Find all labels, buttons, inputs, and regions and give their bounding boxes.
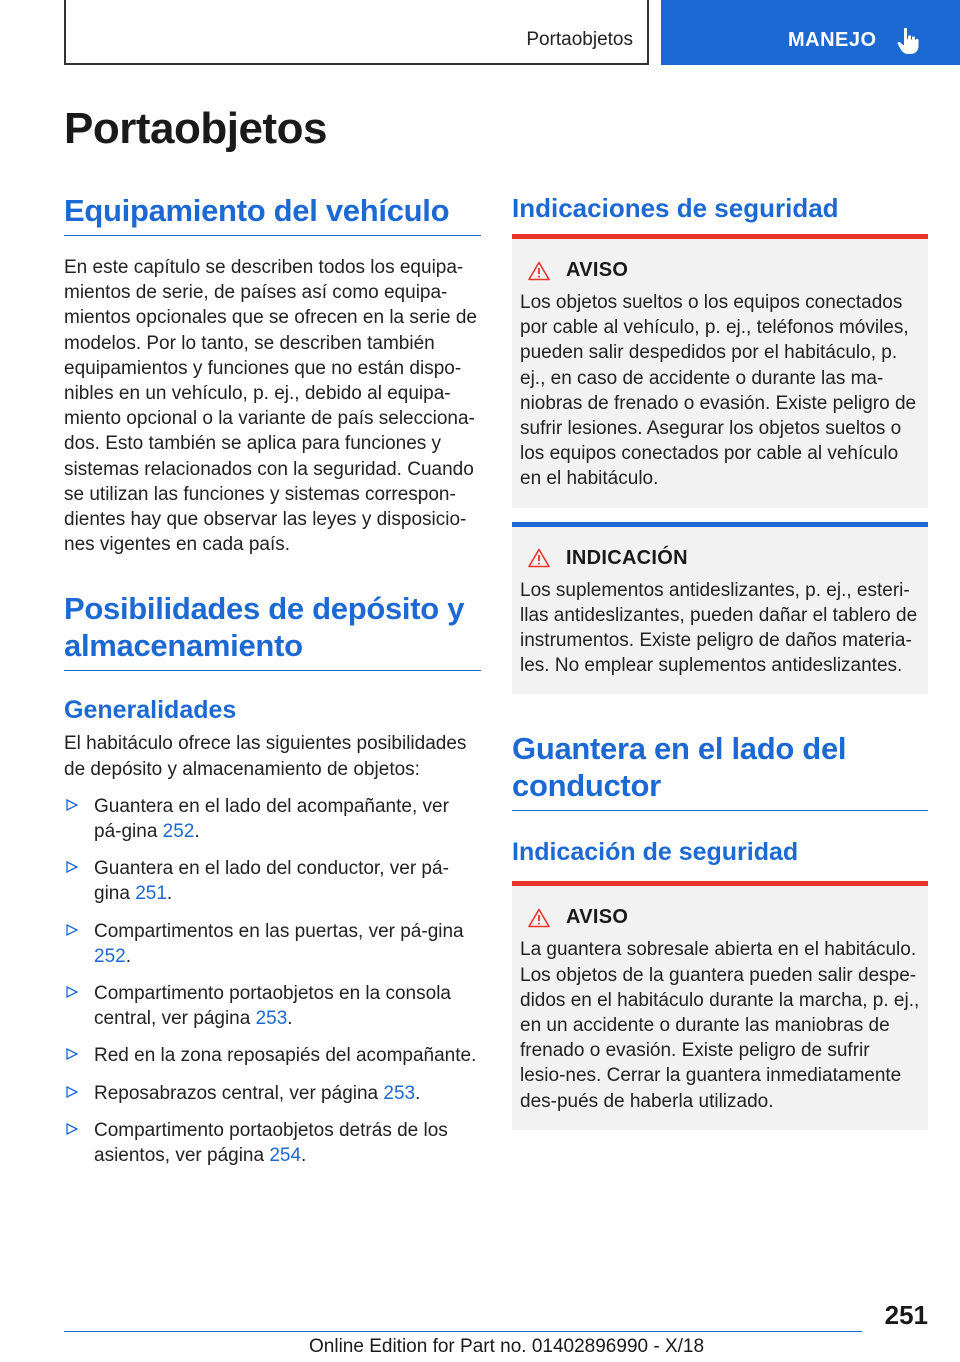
page-link[interactable]: 253 (255, 1008, 288, 1030)
triangle-bullet-icon (66, 799, 78, 811)
page-link[interactable]: 252 (162, 821, 195, 843)
equipment-paragraph: En este capítulo se describen todos los equipa-mientos de serie, de países así como equipa-mientos opcionales que se ofrecen en la serie de modelos. Por lo tanto, se describen también equipamientos y funciones que no están dispo-nibles en un vehículo, p. ej., debido al equipa-miento opcional o la variante de país selecciona-dos. Esto también se aplica para funciones y sistemas relacionados con la seguridad. Cuando se utilizan las funciones y sistemas correspon-dientes hay que observar las leyes y disposicio-nes vigentes en cada país. (64, 257, 477, 556)
header-section-box (64, 0, 649, 65)
page-number: 251 (884, 1300, 928, 1330)
triangle-bullet-icon (66, 1086, 78, 1098)
footer-divider (64, 1331, 862, 1332)
page-link[interactable]: 252 (94, 945, 126, 967)
indication-notice (512, 522, 928, 695)
notice-text: La guantera sobresale abierta en el habitáculo. Los objetos de la guantera pueden salir despe-didos en el habitáculo durante la marcha, p. ej., en un accidente o durante las maniobras de frenado o evasión. Existe peligro de sufrir lesio-nes. Cerrar la guantera inmediatamente des-pués de haberla utilizado. (520, 939, 920, 1112)
list-item: Guantera en el lado del conductor, ver pá-gina 251. (64, 856, 481, 906)
hand-pointer-icon (897, 27, 919, 55)
triangle-bullet-icon (66, 924, 78, 936)
general-paragraph: El habitáculo ofrece las siguientes posibilidades de depósito y almacenamiento de objetos: (64, 733, 467, 780)
left-column (64, 192, 481, 1180)
page-title: Portaobjetos (64, 104, 327, 153)
page-link[interactable]: 253 (383, 1082, 416, 1104)
list-item: Compartimento portaobjetos en la consola central, ver página 253. (64, 981, 481, 1031)
notice-text: Los suplementos antideslizantes, p. ej., esteri-llas antideslizantes, pueden dañar el tablero de instrumentos. Existe peligro de daños materia-les. No emplear suplementos antideslizantes. (520, 579, 918, 677)
warning-notice (512, 234, 928, 508)
page-link[interactable]: 254 (269, 1145, 302, 1167)
warning-triangle-icon (528, 908, 550, 928)
list-item: Compartimento portaobjetos detrás de los asientos, ver página 254. (64, 1118, 481, 1168)
notice-title: AVISO (566, 259, 629, 281)
storage-heading: Posibilidades de depósito y almacenamiento (64, 590, 481, 671)
triangle-bullet-icon (66, 986, 78, 998)
right-column (512, 192, 928, 1130)
notice-title: INDICACIÓN (566, 546, 688, 569)
notice-title: AVISO (566, 906, 629, 929)
warning-triangle-icon (528, 261, 550, 281)
glovebox-heading: Guantera en el lado del conductor (512, 730, 928, 811)
glovebox-warning-notice (512, 881, 928, 1129)
warning-triangle-icon (528, 548, 550, 568)
glovebox-safety-heading: Indicación de seguridad (512, 838, 799, 867)
footer-edition: Online Edition for Part no. 01402896990 - X/18 (309, 1336, 705, 1357)
general-heading: Generalidades (64, 696, 237, 725)
equipment-heading: Equipamiento del vehículo (64, 192, 481, 236)
header-section-title: Portaobjetos (526, 29, 633, 50)
page-link[interactable]: 251 (135, 883, 167, 905)
triangle-bullet-icon (66, 861, 78, 873)
triangle-bullet-icon (66, 1048, 78, 1060)
header-chapter-tab[interactable] (661, 0, 960, 65)
list-item: Guantera en el lado del acompañante, ver pá-gina 252. (64, 794, 481, 844)
list-item: Red en la zona reposapiés del acompañante. (64, 1043, 481, 1068)
notice-text: Los objetos sueltos o los equipos conectados por cable al vehículo, p. ej., teléfonos móviles, pueden salir despedidos por el habitáculo, p. ej., en caso de accidente o durante las ma-niobras de frenado o evasión. Existe peligro de sufrir lesiones. Asegurar los objetos sueltos o los equipos conectados por cable al vehículo en el habitáculo. (520, 292, 917, 490)
list-item: Compartimentos en las puertas, ver pá-gina 252. (64, 919, 481, 969)
list-item: Reposabrazos central, ver página 253. (64, 1081, 481, 1106)
header-chapter-label: MANEJO (788, 29, 877, 51)
triangle-bullet-icon (66, 1123, 78, 1135)
storage-list (64, 794, 481, 1168)
safety-heading: Indicaciones de seguridad (512, 193, 839, 223)
